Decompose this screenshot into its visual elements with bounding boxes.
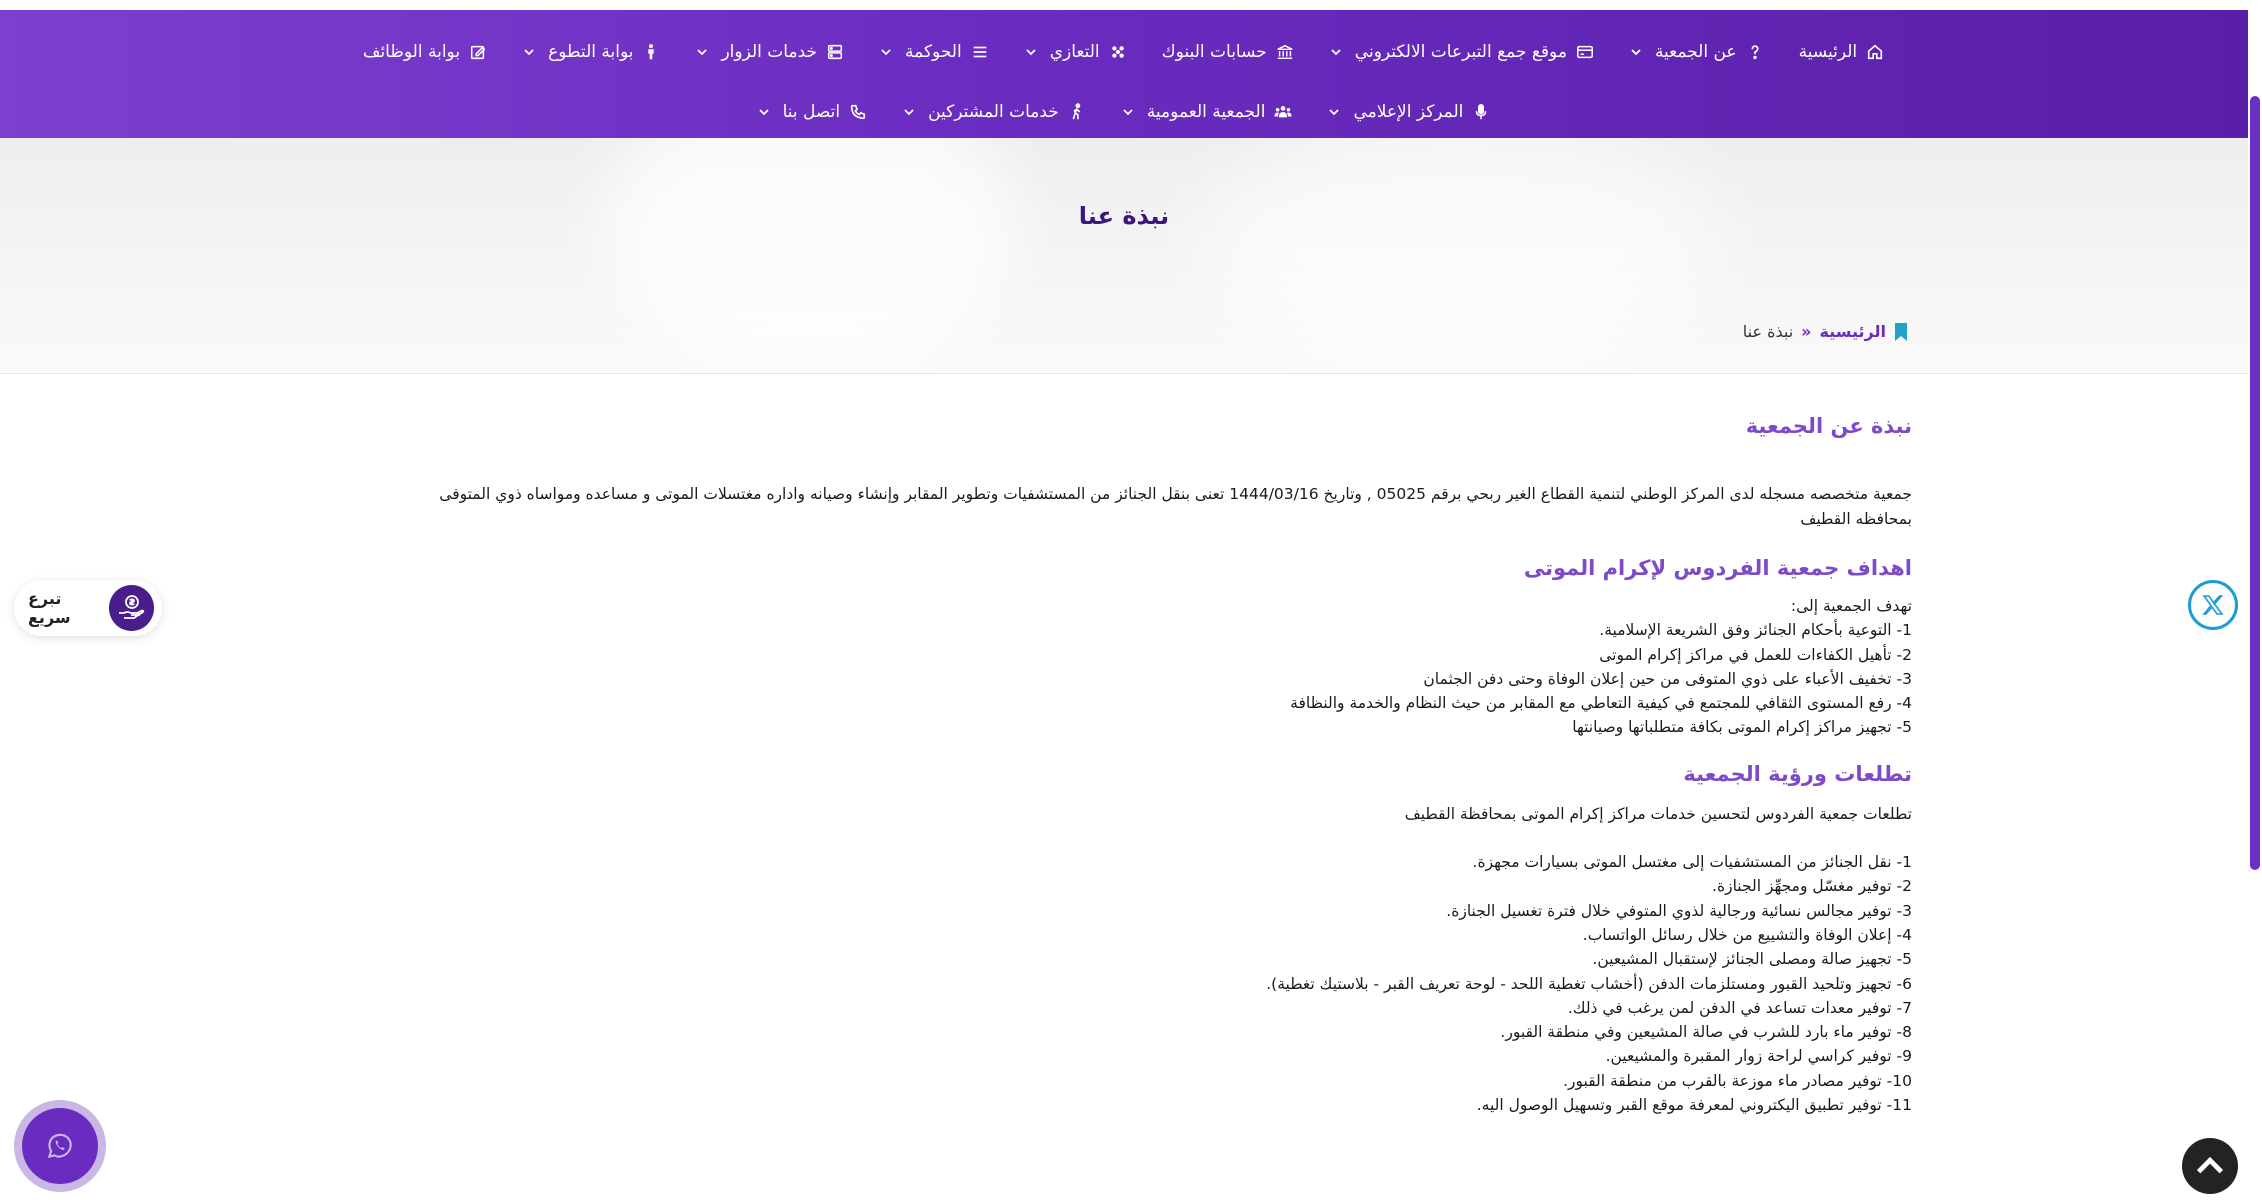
quick-donate-label: تبرع سريع <box>28 589 71 627</box>
goal-item: 3- تخفيف الأعباء على ذوي المتوفى من حين إعلان الوفاة وحتى دفن الجثمان <box>1423 669 1912 688</box>
phone-icon <box>848 102 868 122</box>
vision-item: 3- توفير مجالس نسائية ورجالية لذوي المتوفي خلال فترة تغسيل الجنازة. <box>1446 901 1912 920</box>
list-icon <box>970 42 990 62</box>
card-icon <box>1575 42 1595 62</box>
goal-item: 2- تأهيل الكفاءات للعمل في مراكز إكرام الموتى <box>1599 645 1912 664</box>
nav-item-label: بوابة التطوع <box>548 42 634 62</box>
main-navbar <box>0 10 2248 138</box>
person-icon <box>641 42 661 62</box>
nav-item-label: بوابة الوظائف <box>362 42 461 62</box>
chevron-down-icon <box>1329 44 1345 60</box>
quick-donate-button[interactable] <box>14 580 162 636</box>
vision-item: 1- نقل الجنائز من المستشفيات إلى مغتسل الموتى بسيارات مجهزة. <box>1472 853 1912 872</box>
nav-item-bank-accounts[interactable] <box>1162 42 1295 62</box>
nav-item-subscriber-services[interactable] <box>902 102 1087 122</box>
bank-icon <box>1275 42 1295 62</box>
nav-item-label: الجمعية العمومية <box>1146 102 1266 122</box>
about-text-line: جمعية متخصصه مسجله لدى المركز الوطني لتنمية القطاع الغير ربحي برقم 05025 , وتاريخ 1444/03/16 تعنى بنقل الجنائز من المستشفيات وتطوير المقابر وإنشاء وصيانه واداره مغتسلات الموتى و مساعده ومواساه ذوي المتوفى <box>439 485 1912 503</box>
flowers-icon <box>1108 42 1128 62</box>
home-icon <box>1865 42 1885 62</box>
chevron-down-icon <box>879 44 895 60</box>
server-icon <box>825 42 845 62</box>
chevron-down-icon <box>1327 104 1343 120</box>
nav-item-contact-us[interactable] <box>757 102 869 122</box>
vision-intro: تطلعات جمعية الفردوس لتحسين خدمات مراكز إكرام الموتى بمحافظة القطيف <box>1404 804 1912 823</box>
nav-item-general-assembly[interactable] <box>1121 102 1294 122</box>
nav-item-label: الرئيسية <box>1798 42 1858 62</box>
breadcrumb-home-link[interactable]: الرئيسية <box>1819 322 1886 341</box>
goals-section-title: اهداف جمعية الفردوس لإكرام الموتى <box>1523 556 1912 580</box>
page-title: نبذة عنا <box>1078 202 1170 230</box>
vision-item: 4- إعلان الوفاة والتشييع من خلال رسائل الواتساب. <box>1582 925 1912 944</box>
vision-section-title: تطلعات ورؤية الجمعية <box>1683 761 1912 786</box>
x-icon <box>2201 593 2225 617</box>
vision-item: 10- توفير مصادر ماء موزعة بالقرب من منطقة القبور. <box>1563 1071 1912 1090</box>
about-section-title: نبذة عن الجمعية <box>1745 414 1912 438</box>
breadcrumb-separator: » <box>1801 322 1812 341</box>
breadcrumb <box>1743 322 1908 341</box>
users-icon <box>1273 102 1293 122</box>
nav-item-about[interactable] <box>1629 42 1765 62</box>
breadcrumb-current: نبذة عنا <box>1742 322 1794 341</box>
page-hero <box>0 138 2248 374</box>
vision-item: 8- توفير ماء بارد للشرب في صالة المشيعين وفي منطقة القبور. <box>1500 1023 1912 1042</box>
nav-item-label: التعازي <box>1049 42 1100 62</box>
chevron-up-icon <box>2193 1149 2227 1183</box>
hero-divider <box>0 373 2248 374</box>
top-strip <box>0 0 2262 10</box>
chevron-down-icon <box>695 44 711 60</box>
nav-item-volunteer-portal[interactable] <box>522 42 661 62</box>
nav-item-condolences[interactable] <box>1024 42 1128 62</box>
nav-item-governance[interactable] <box>879 42 990 62</box>
vision-item: 7- توفير معدات تساعد في الدفن لمن يرغب في ذلك. <box>1567 998 1912 1017</box>
vision-item: 9- توفير كراسي لراحة زوار المقبرة والمشيعين. <box>1605 1047 1912 1066</box>
nav-item-label: الحوكمة <box>905 42 962 62</box>
nav-item-label: خدمات المشتركين <box>928 102 1059 122</box>
goals-intro: تهدف الجمعية إلى: <box>1790 597 1912 615</box>
vision-item: 11- توفير تطبيق اليكتروني لمعرفة موقع القبر وتسهيل الوصول اليه. <box>1476 1096 1912 1115</box>
bookmark-icon <box>1894 323 1908 341</box>
nav-item-media-center[interactable] <box>1327 102 1491 122</box>
question-icon <box>1745 42 1765 62</box>
vision-item: 5- تجهيز صالة ومصلى الجنائز لإستقبال المشيعين. <box>1592 950 1912 969</box>
nav-item-label: موقع جمع التبرعات الالكتروني <box>1354 42 1567 62</box>
chevron-down-icon <box>1024 44 1040 60</box>
nav-row-secondary <box>0 92 2248 132</box>
hero-background-shape <box>600 138 1020 374</box>
walking-icon <box>1067 102 1087 122</box>
donate-hand-icon <box>109 585 154 631</box>
whatsapp-icon <box>43 1129 77 1163</box>
nav-item-jobs-portal[interactable] <box>363 42 488 62</box>
x-twitter-button[interactable] <box>2188 580 2238 630</box>
scrollbar-thumb[interactable] <box>2250 96 2260 870</box>
chevron-down-icon <box>1121 104 1137 120</box>
scroll-to-top-button[interactable] <box>2182 1138 2238 1194</box>
vision-item: 6- تجهيز وتلحيد القبور ومستلزمات الدفن (أخشاب تغطية اللحد - لوحة تعريف القبر - بلاستيك تغطية). <box>1266 974 1912 993</box>
goal-item: 1- التوعية بأحكام الجنائز وفق الشريعة الإسلامية. <box>1599 621 1912 640</box>
chevron-down-icon <box>902 104 918 120</box>
chevron-down-icon <box>522 44 538 60</box>
nav-item-label: اتصل بنا <box>782 102 841 122</box>
vision-item: 2- توفير مغسّل ومجهِّز الجنازة. <box>1712 877 1912 896</box>
nav-row-primary <box>0 32 2248 72</box>
whatsapp-button[interactable] <box>14 1100 106 1192</box>
goal-item: 5- تجهيز مراكز إكرام الموتى بكافة متطلباتها وصيانتها <box>1572 718 1912 737</box>
chevron-down-icon <box>757 104 773 120</box>
nav-item-home[interactable] <box>1799 42 1886 62</box>
chevron-down-icon <box>1629 44 1645 60</box>
main-content <box>352 414 1912 1117</box>
goal-item: 4- رفع المستوى الثقافي للمجتمع في كيفية التعاطي مع المقابر من حيث النظام والخدمة والنظافة <box>1290 694 1912 713</box>
nav-item-donations-site[interactable] <box>1329 42 1595 62</box>
edit-icon <box>468 42 488 62</box>
nav-item-label: خدمات الزوار <box>721 42 818 62</box>
nav-item-label: حسابات البنوك <box>1161 42 1267 62</box>
nav-item-label: المركز الإعلامي <box>1353 102 1464 122</box>
hero-background-shape <box>1200 138 1720 374</box>
nav-item-visitor-services[interactable] <box>695 42 845 62</box>
microphone-icon <box>1471 102 1491 122</box>
about-text-line: بمحافظه القطيف <box>1800 510 1912 528</box>
nav-item-label: عن الجمعية <box>1654 42 1737 62</box>
